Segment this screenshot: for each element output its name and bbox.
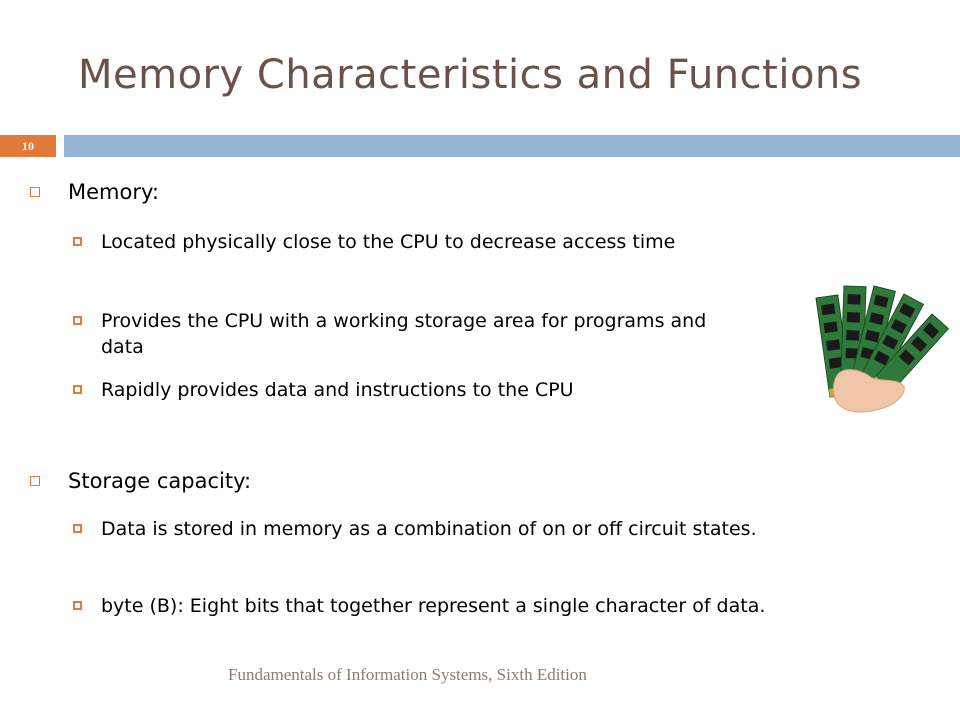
sub-bullet-text: Data is stored in memory as a combination of on or off circuit states. xyxy=(101,518,757,540)
header-bar xyxy=(64,135,960,157)
bullet-heading-text: Storage capacity: xyxy=(68,469,252,493)
hollow-square-bullet-icon xyxy=(30,187,40,197)
square-bullet-icon xyxy=(73,524,82,533)
sub-bullet xyxy=(73,308,733,360)
slide-title: Memory Characteristics and Functions xyxy=(78,52,863,98)
sub-bullet xyxy=(73,229,813,255)
sub-bullet-text: Rapidly provides data and instructions to the CPU xyxy=(101,379,574,401)
sub-bullet-text: Provides the CPU with a working storage area for programs and data xyxy=(101,310,707,358)
hollow-square-bullet-icon xyxy=(30,476,40,486)
slide-footer: Fundamentals of Information Systems, Sixth Edition xyxy=(228,665,587,684)
sub-bullet-text: Located physically close to the CPU to decrease access time xyxy=(101,231,676,253)
square-bullet-icon xyxy=(73,385,82,394)
slide-number: 10 xyxy=(0,135,56,157)
square-bullet-icon xyxy=(73,237,82,246)
bullet-heading-text: Memory: xyxy=(68,180,159,204)
ram-modules-image xyxy=(776,278,960,416)
sub-bullet xyxy=(73,593,813,619)
square-bullet-icon xyxy=(73,601,82,610)
sub-bullet xyxy=(73,516,813,542)
sub-bullet xyxy=(73,377,773,403)
square-bullet-icon xyxy=(73,316,82,325)
sub-bullet-text: byte (B): Eight bits that together represent a single character of data. xyxy=(101,595,766,617)
